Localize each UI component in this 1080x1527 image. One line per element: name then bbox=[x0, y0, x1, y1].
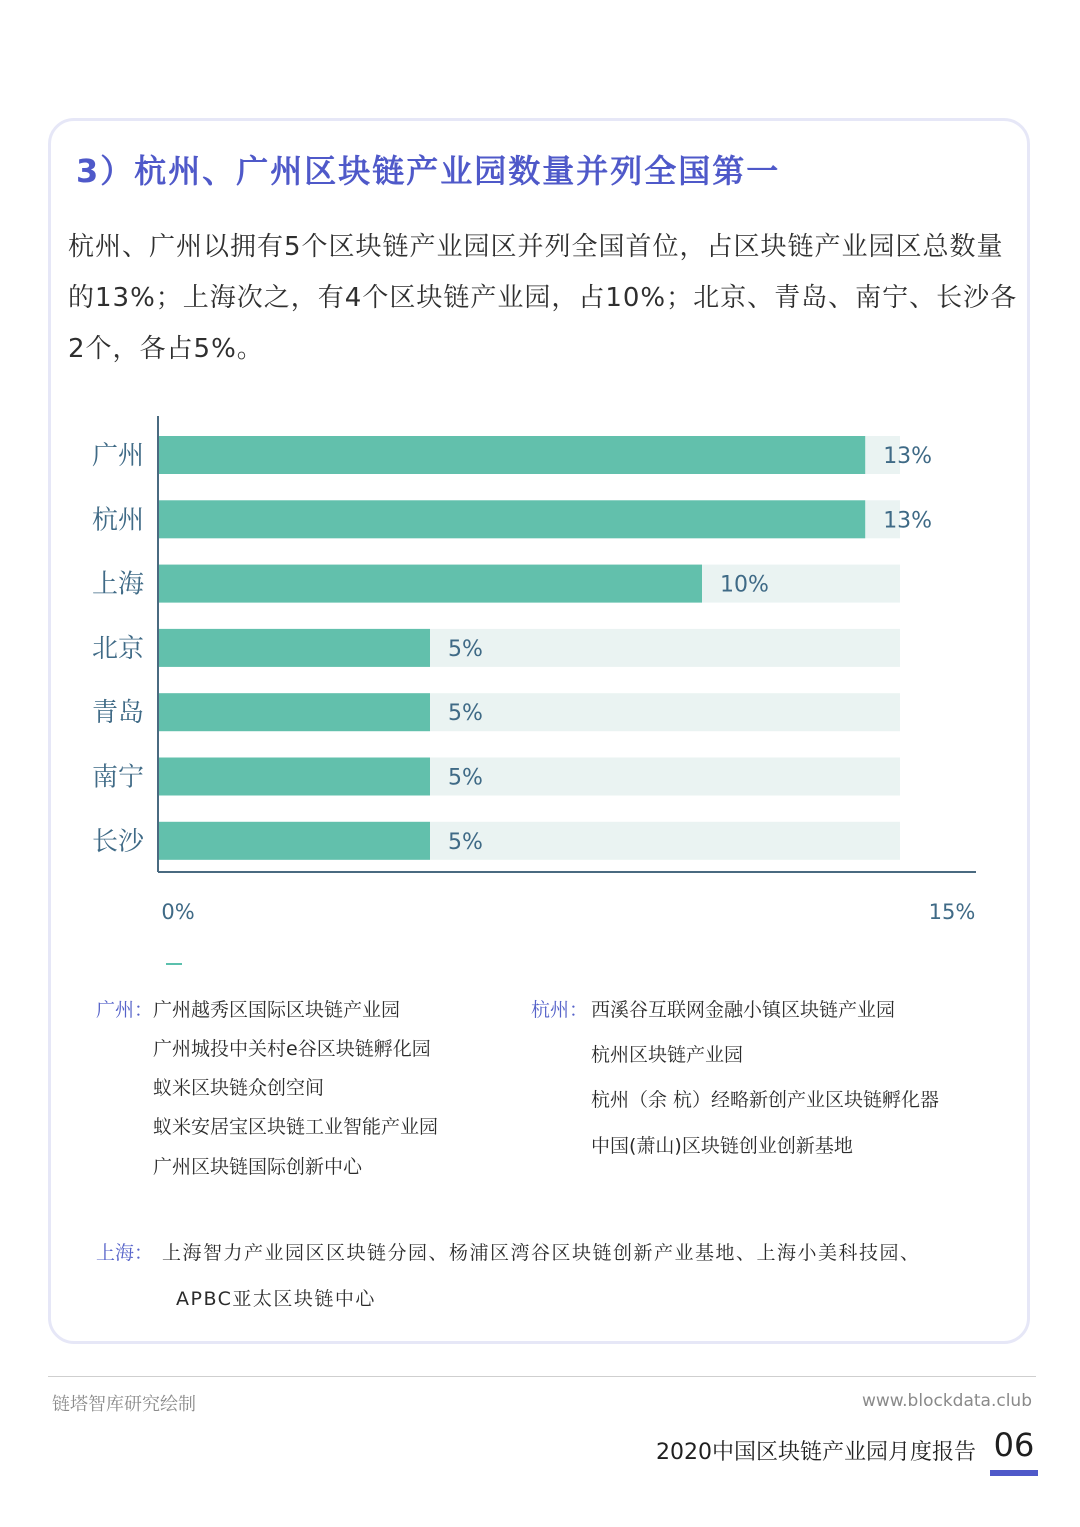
legend-item: 杭州（余 杭）经略新创产业区块链孵化器 bbox=[591, 1089, 940, 1111]
value-label: 10% bbox=[720, 572, 769, 598]
x-tick-label: 0% bbox=[161, 900, 195, 924]
footer-credit: 链塔智库研究绘制 bbox=[52, 1394, 196, 1415]
bar bbox=[158, 629, 430, 667]
legend-item: 广州区块链国际创新中心 bbox=[153, 1156, 363, 1178]
legend-item: 广州城投中关村e谷区块链孵化园 bbox=[153, 1038, 431, 1060]
value-label: 13% bbox=[883, 508, 933, 534]
section-heading: 3）杭州、广州区块链产业园数量并列全国第一 bbox=[76, 152, 781, 190]
value-label: 13% bbox=[883, 444, 933, 469]
legend-hangzhou bbox=[531, 1000, 991, 1160]
bar bbox=[158, 500, 865, 538]
category-label: 上海 bbox=[91, 569, 144, 600]
bar-chart bbox=[0, 400, 1080, 940]
legend-item: 西溪谷互联网金融小镇区块链产业园 bbox=[591, 999, 896, 1021]
divider-dash bbox=[166, 963, 182, 965]
report-title: 2020中国区块链产业园月度报告 bbox=[656, 1440, 976, 1465]
x-tick-label: 15% bbox=[928, 900, 976, 924]
bar bbox=[158, 693, 430, 731]
value-label: 5% bbox=[448, 636, 483, 662]
legend-item: 杭州区块链产业园 bbox=[591, 1044, 744, 1066]
page-number: 06 bbox=[993, 1426, 1035, 1464]
value-label: 5% bbox=[448, 765, 483, 791]
bar bbox=[158, 565, 702, 603]
footer-website: www.blockdata.club bbox=[862, 1391, 1032, 1411]
value-label: 5% bbox=[448, 829, 483, 855]
bar bbox=[158, 822, 430, 860]
value-label: 5% bbox=[448, 701, 483, 727]
bar bbox=[158, 436, 865, 474]
category-label: 广州 bbox=[91, 441, 144, 471]
legend-item: 蚁米区块链众创空间 bbox=[153, 1077, 325, 1099]
category-label: 南宁 bbox=[91, 762, 144, 793]
legend-key-guangzhou: 广州： bbox=[96, 999, 154, 1021]
category-label: 青岛 bbox=[91, 698, 144, 729]
legend-item: 广州越秀区国际区块链产业园 bbox=[153, 999, 401, 1021]
category-label: 杭州 bbox=[91, 505, 144, 536]
page-number-underline bbox=[990, 1470, 1038, 1476]
category-label: 北京 bbox=[91, 633, 144, 664]
intro-paragraph: 杭州、广州以拥有5个区块链产业园区并列全国首位，占区块链产业园区总数量的13%；上海次之，有4个区块链产业园，占10%；北京、青岛、南宁、长沙各2个，各占5%。 bbox=[68, 232, 1018, 364]
legend-item: 蚁米安居宝区块链工业智能产业园 bbox=[153, 1116, 439, 1138]
category-label: 长沙 bbox=[91, 826, 144, 857]
legend-line: 上海智力产业园区区块链分园、杨浦区湾谷区块链创新产业基地、上海小美科技园、 bbox=[162, 1242, 921, 1264]
footer-divider bbox=[48, 1376, 1036, 1377]
legend-key-hangzhou: 杭州： bbox=[531, 999, 589, 1021]
legend-key-shanghai: 上海： bbox=[96, 1242, 154, 1264]
bar bbox=[158, 758, 430, 796]
legend-guangzhou bbox=[96, 1000, 516, 1180]
legend-item: 中国(萧山)区块链创业创新基地 bbox=[591, 1135, 853, 1157]
legend-line: APBC亚太区块链中心 bbox=[176, 1288, 376, 1310]
